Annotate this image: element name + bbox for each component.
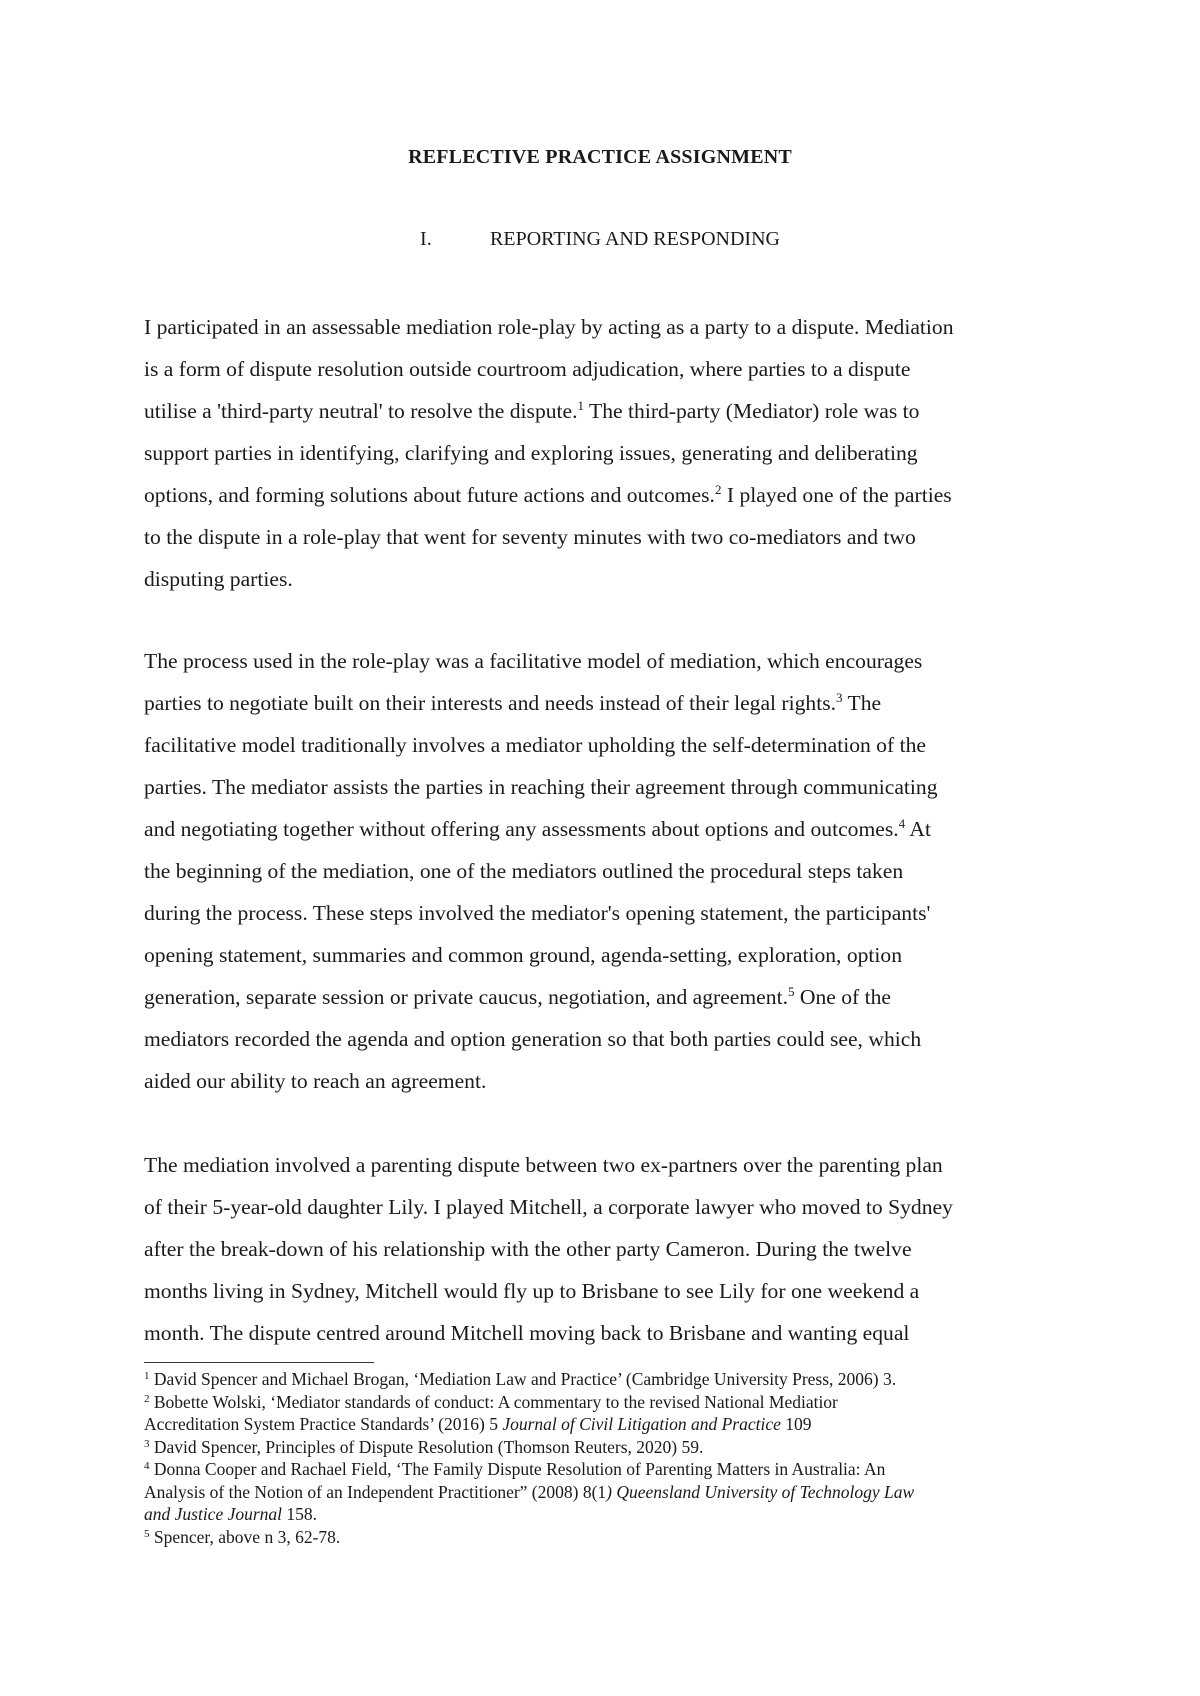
footnote-text: 109 (780, 1414, 812, 1434)
footnote-text: 158. (282, 1504, 318, 1524)
footnote-number: 1 (144, 1370, 150, 1382)
footnote-text: Bobette Wolski, ‘Mediator standards of conduct: A commentary to the revised National Mediatior (153, 1391, 838, 1412)
paragraph-1 (144, 306, 1054, 600)
footnote-ref-5[interactable]: 5 (787, 984, 795, 999)
section-number: I. (420, 228, 432, 250)
footnotes (144, 1368, 1064, 1548)
paragraph-line: month. The dispute centred around Mitchell moving back to Brisbane and wanting equal (144, 1321, 910, 1345)
document-title: REFLECTIVE PRACTICE ASSIGNMENT (408, 146, 792, 168)
footnote-number: 5 (144, 1527, 150, 1540)
paragraph-line: The process used in the role-play was a facilitative model of mediation, which encourages (144, 649, 923, 673)
paragraph-line: the beginning of the mediation, one of the mediators outlined the procedural steps taken (144, 859, 904, 883)
footnote-journal: ) Queensland University of Technology Law (606, 1481, 915, 1502)
paragraph-line: mediators recorded the agenda and option generation so that both parties could see, which (144, 1027, 922, 1051)
footnote-journal: Journal of Civil Litigation and Practice (502, 1414, 781, 1434)
paragraph-line: I participated in an assessable mediation role-play by acting as a party to a dispute. Mediation (144, 315, 954, 339)
paragraph-line: facilitative model traditionally involves a mediator upholding the self-determination of the (144, 733, 926, 757)
footnote-text: David Spencer and Michael Brogan, ‘Mediation Law and Practice’ (Cambridge University Press, 2006) 3. (153, 1369, 897, 1389)
paragraph-2 (144, 640, 1054, 1102)
paragraph-line: months living in Sydney, Mitchell would fly up to Brisbane to see Lily for one weekend a (144, 1279, 920, 1303)
paragraph-line: parties to negotiate built on their interests and needs instead of their legal rights.$^3$ The (144, 690, 882, 715)
footnote-2 (144, 1391, 1064, 1436)
footnote-text: Accreditation System Practice Standards’ (2016) 5 (144, 1414, 503, 1434)
paragraph-line: utilise a 'third-party neutral' to resolve the dispute.$^1$ The third-party (Mediator) role was to (144, 398, 920, 423)
footnote-1 (144, 1368, 1064, 1391)
footnote-journal: and Justice Journal (144, 1504, 283, 1524)
paragraph-line: during the process. These steps involved the mediator's opening statement, the participants' (144, 901, 931, 925)
section-heading-text: REPORTING AND RESPONDING (490, 228, 780, 250)
footnote-ref-3[interactable]: 3 (836, 690, 843, 705)
footnote-text: Spencer, above n 3, 62-78. (153, 1526, 341, 1547)
footnote-5 (144, 1526, 1064, 1549)
paragraph-line: and negotiating together without offering any assessments about options and outcomes.$^4$ At (144, 816, 931, 841)
footnote-ref-2[interactable]: 2 (714, 482, 722, 497)
footnote-text: Analysis of the Notion of an Independent Practitioner” (2008) 8(1 (144, 1481, 607, 1502)
footnote-number: 2 (144, 1392, 150, 1405)
footnote-4 (144, 1458, 1064, 1526)
paragraph-line: support parties in identifying, clarifying and exploring issues, generating and deliberating (144, 441, 918, 465)
paragraph-line: opening statement, summaries and common ground, agenda-setting, exploration, option (144, 943, 903, 967)
paragraph-line: options, and forming solutions about future actions and outcomes.$^2$ I played one of the parties (144, 482, 952, 507)
footnote-separator (144, 1362, 374, 1363)
paragraph-line: The mediation involved a parenting dispute between two ex-partners over the parenting plan (144, 1153, 943, 1177)
paragraph-line: disputing parties. (144, 567, 293, 591)
footnote-ref-4[interactable]: 4 (898, 816, 906, 831)
paragraph-line: aided our ability to reach an agreement. (144, 1069, 487, 1093)
section-heading (0, 228, 1200, 251)
paragraph-line: after the break-down of his relationship with the other party Cameron. During the twelve (144, 1237, 912, 1261)
footnote-3 (144, 1436, 1064, 1459)
footnote-text: Donna Cooper and Rachael Field, ‘The Family Dispute Resolution of Parenting Matters in Australia: An (153, 1459, 886, 1479)
footnote-text: David Spencer, Principles of Dispute Resolution (Thomson Reuters, 2020) 59. (153, 1436, 704, 1457)
paragraph-line: is a form of dispute resolution outside courtroom adjudication, where parties to a dispute (144, 357, 911, 381)
footnote-number: 3 (144, 1437, 150, 1450)
footnote-ref-1[interactable]: 1 (577, 398, 585, 413)
footnote-number: 4 (144, 1460, 150, 1472)
paragraph-line: generation, separate session or private caucus, negotiation, and agreement.$^5$ One of the (144, 984, 892, 1009)
paragraph-line: to the dispute in a role-play that went for seventy minutes with two co-mediators and two (144, 525, 916, 549)
paragraph-line: of their 5-year-old daughter Lily. I played Mitchell, a corporate lawyer who moved to Sydney (144, 1195, 953, 1219)
paragraph-line: parties. The mediator assists the parties in reaching their agreement through communicating (144, 775, 938, 799)
paragraph-3 (144, 1144, 1054, 1354)
